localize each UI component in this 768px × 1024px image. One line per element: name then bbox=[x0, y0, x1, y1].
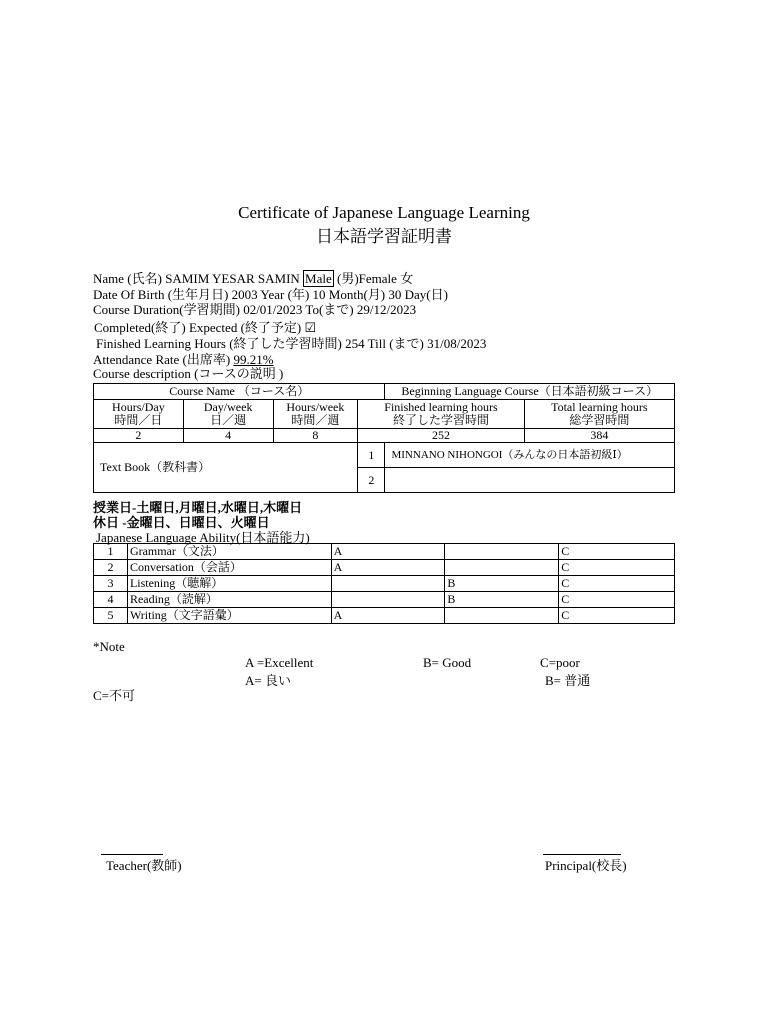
ability-table bbox=[93, 543, 675, 624]
value-hours-day: 2 bbox=[94, 429, 184, 443]
header-hours-day: Hours/Day 時間／日 bbox=[94, 400, 184, 429]
ability-num: 1 bbox=[94, 544, 128, 560]
value-total-hours: 384 bbox=[524, 429, 674, 443]
finished-hours-line: Finished Learning Hours (終了した学習時間) 254 Till (まで) 31/08/2023 bbox=[96, 336, 487, 351]
ability-grade-c: C bbox=[559, 560, 675, 576]
ability-num: 4 bbox=[94, 592, 128, 608]
ability-grade-b bbox=[445, 544, 559, 560]
teacher-signature-label: Teacher(教師) bbox=[106, 858, 182, 873]
certificate-title-ja: 日本語学習証明書 bbox=[316, 227, 452, 246]
course-name-label: Course Name （コース名） bbox=[94, 384, 385, 400]
ability-grade-c: C bbox=[559, 576, 675, 592]
ability-grade-a bbox=[331, 592, 445, 608]
ability-skill: Writing（文字語彙） bbox=[127, 608, 331, 624]
ability-skill: Reading（読解） bbox=[127, 592, 331, 608]
header-hours-week: Hours/week 時間／週 bbox=[273, 400, 358, 429]
ability-grade-c: C bbox=[559, 592, 675, 608]
note-c-en: C=poor bbox=[540, 655, 580, 670]
ability-grade-a: A bbox=[331, 608, 445, 624]
ability-grade-c: C bbox=[559, 608, 675, 624]
ability-grade-a bbox=[331, 576, 445, 592]
textbook-title: MINNANO NIHONGOI（みんなの日本語初級Ⅰ） bbox=[385, 443, 675, 468]
ability-grade-b bbox=[445, 608, 559, 624]
note-a-en: A =Excellent bbox=[245, 655, 314, 670]
name-prefix: Name (氏名) SAMIM YESAR SAMIN bbox=[93, 271, 304, 286]
ability-grade-a: A bbox=[331, 560, 445, 576]
textbook-title bbox=[385, 468, 675, 493]
ability-skill: Listening（聴解） bbox=[127, 576, 331, 592]
duration-line: Course Duration(学習期間) 02/01/2023 To(まで) 29/12/2023 bbox=[93, 302, 417, 317]
completed-line: Completed(終了) Expected (終了予定) ☑ bbox=[94, 320, 317, 335]
note-b-ja: B= 普通 bbox=[545, 673, 591, 688]
header-total-hours: Total learning hours 総学習時間 bbox=[524, 400, 674, 429]
ability-grade-b bbox=[445, 560, 559, 576]
ability-skill: Conversation（会話） bbox=[127, 560, 331, 576]
course-description: Course description (コースの説明 ) bbox=[93, 366, 284, 381]
course-name-value: Beginning Language Course（日本語初級コース） bbox=[385, 384, 675, 400]
certificate-title-en: Certificate of Japanese Language Learning bbox=[238, 203, 530, 222]
note-c-ja: C=不可 bbox=[93, 688, 136, 703]
attendance-value: 99.21% bbox=[233, 352, 274, 367]
class-days: 授業日-土曜日,月曜日,水曜日,木曜日 bbox=[93, 500, 303, 515]
male-selected: Male bbox=[305, 271, 332, 286]
ability-row bbox=[94, 592, 675, 608]
note-label: *Note bbox=[93, 639, 125, 654]
value-hours-week: 8 bbox=[273, 429, 358, 443]
textbook-num: 1 bbox=[358, 443, 385, 468]
note-b-en: B= Good bbox=[423, 655, 472, 670]
ability-heading: Japanese Language Ability(日本語能力) bbox=[96, 530, 310, 545]
textbook-num: 2 bbox=[358, 468, 385, 493]
ability-grade-b: B bbox=[445, 592, 559, 608]
dob-line: Date Of Birth (生年月日) 2003 Year (年) 10 Month(月) 30 Day(日) bbox=[93, 287, 448, 302]
ability-row bbox=[94, 576, 675, 592]
value-finished-hours: 252 bbox=[358, 429, 524, 443]
holidays: 休日 -金曜日、日曜日、火曜日 bbox=[93, 515, 270, 530]
ability-num: 5 bbox=[94, 608, 128, 624]
header-day-week: Day/week 日／週 bbox=[183, 400, 273, 429]
principal-signature-label: Principal(校長) bbox=[545, 858, 627, 873]
note-a-ja: A= 良い bbox=[245, 673, 291, 688]
name-suffix: (男)Female 女 bbox=[333, 271, 414, 286]
ability-skill: Grammar（文法） bbox=[127, 544, 331, 560]
ability-grade-b: B bbox=[445, 576, 559, 592]
textbook-label: Text Book（教科書） bbox=[94, 443, 358, 493]
ability-num: 2 bbox=[94, 560, 128, 576]
ability-grade-a: A bbox=[331, 544, 445, 560]
value-day-week: 4 bbox=[183, 429, 273, 443]
ability-grade-c: C bbox=[559, 544, 675, 560]
header-finished-hours: Finished learning hours 終了した学習時間 bbox=[358, 400, 524, 429]
ability-row bbox=[94, 560, 675, 576]
attendance-label: Attendance Rate (出席率) bbox=[93, 352, 234, 367]
ability-row bbox=[94, 608, 675, 624]
ability-row bbox=[94, 544, 675, 560]
course-table bbox=[93, 383, 675, 493]
ability-num: 3 bbox=[94, 576, 128, 592]
